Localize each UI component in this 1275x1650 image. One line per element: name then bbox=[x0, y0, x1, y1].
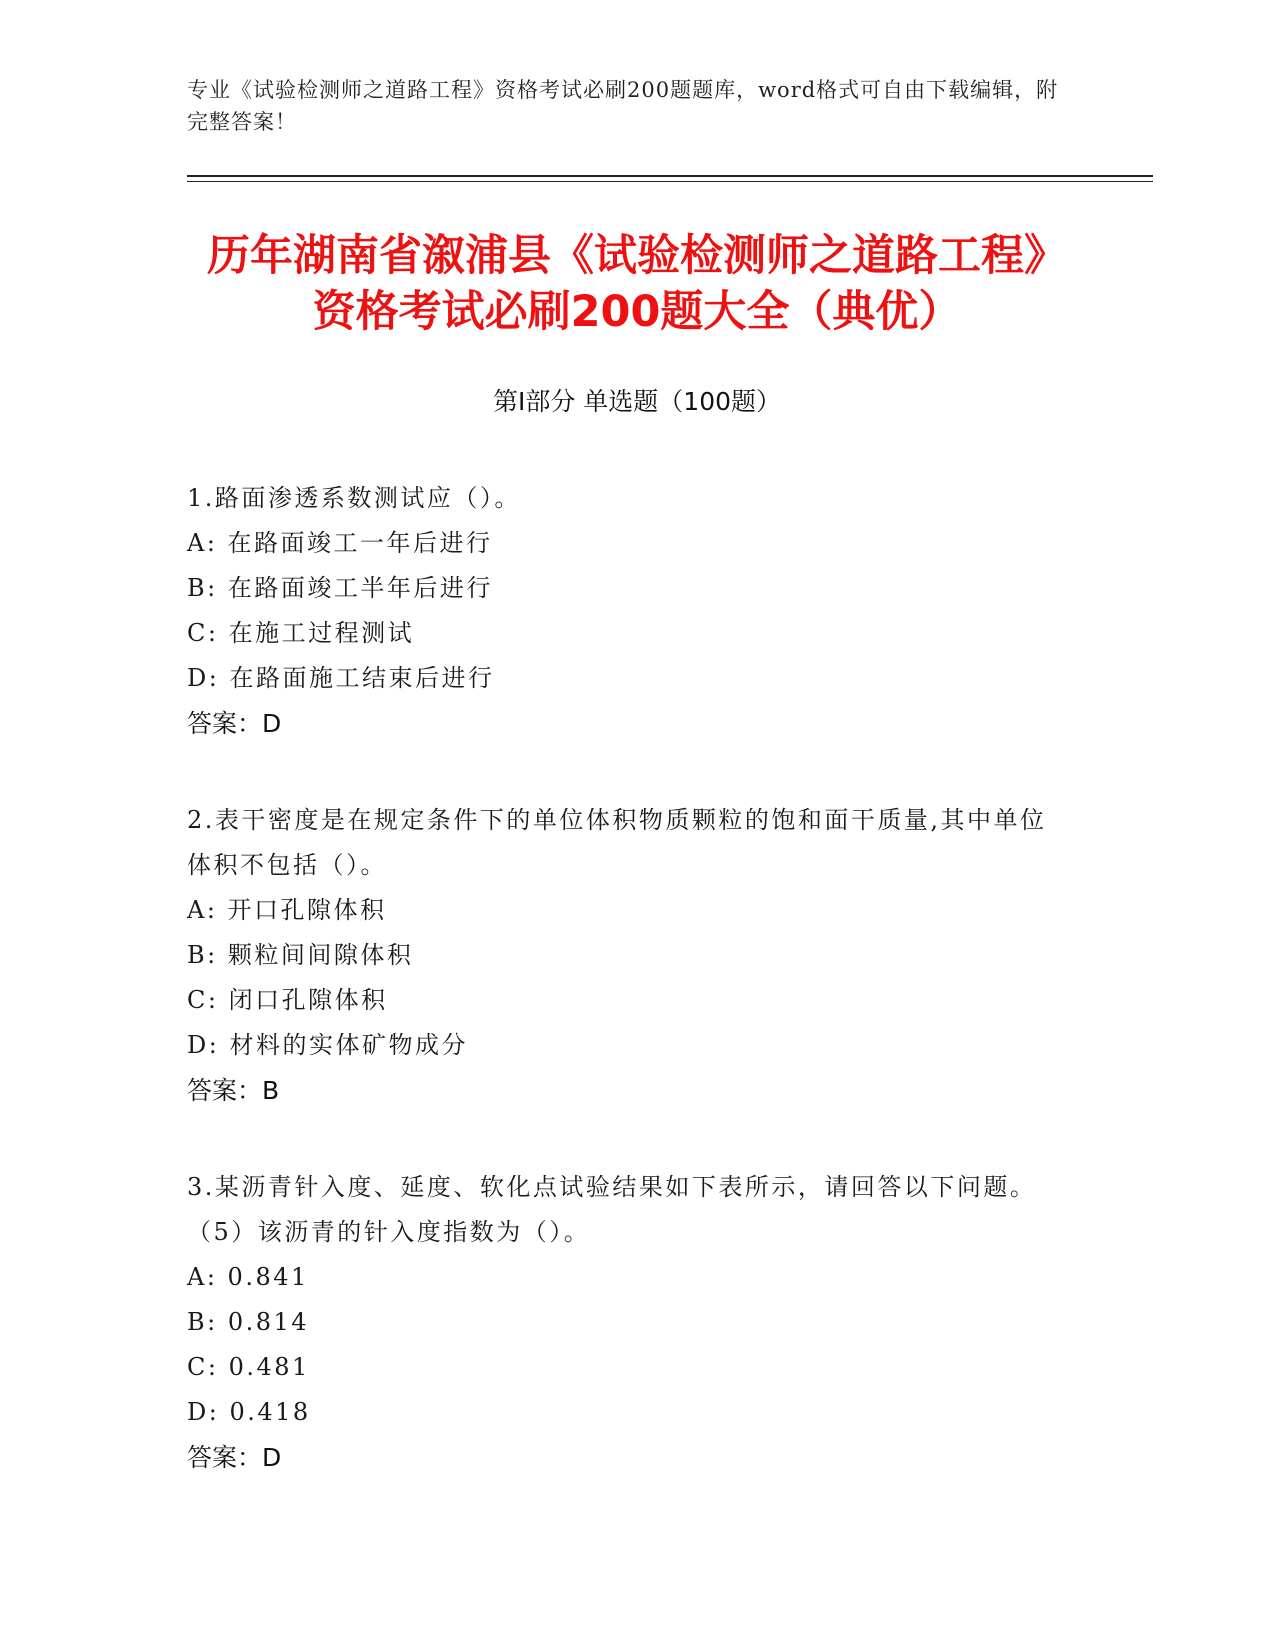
answer-line: 答案：D bbox=[187, 1443, 282, 1472]
question-list bbox=[187, 476, 1067, 1532]
answer-line: 答案：B bbox=[187, 1076, 280, 1105]
question-stem: 2.表干密度是在规定条件下的单位体积物质颗粒的饱和面干质量,其中单位体积不包括（）。 bbox=[187, 806, 1047, 879]
option-a: A: 在路面竣工一年后进行 bbox=[187, 529, 493, 557]
option-d: D: 0.418 bbox=[187, 1398, 311, 1426]
question-item bbox=[187, 1165, 1067, 1480]
question-stem: 3.某沥青针入度、延度、软化点试验结果如下表所示，请回答以下问题。（5）该沥青的针入度指数为（）。 bbox=[187, 1173, 1037, 1246]
option-d: D: 在路面施工结束后进行 bbox=[187, 664, 495, 692]
header-divider-thin bbox=[187, 181, 1153, 182]
option-a: A: 开口孔隙体积 bbox=[187, 896, 387, 924]
question-item bbox=[187, 476, 1067, 746]
header-note: 专业《试验检测师之道路工程》资格考试必刷200题题库，word格式可自由下载编辑，附完整答案！ bbox=[187, 78, 1059, 134]
option-b: B: 颗粒间间隙体积 bbox=[187, 941, 414, 969]
header-divider bbox=[187, 175, 1153, 177]
option-b: B: 0.814 bbox=[187, 1308, 310, 1336]
question-item bbox=[187, 798, 1067, 1113]
option-b: B: 在路面竣工半年后进行 bbox=[187, 574, 493, 602]
question-stem: 1.路面渗透系数测试应（）。 bbox=[187, 484, 521, 512]
option-a: A: 0.841 bbox=[187, 1263, 309, 1291]
option-c: C: 闭口孔隙体积 bbox=[187, 986, 388, 1014]
document-title: 历年湖南省溆浦县《试验检测师之道路工程》资格考试必刷200题大全（典优） bbox=[207, 231, 1067, 337]
option-d: D: 材料的实体矿物成分 bbox=[187, 1031, 468, 1059]
option-c: C: 0.481 bbox=[187, 1353, 310, 1381]
option-c: C: 在施工过程测试 bbox=[187, 619, 415, 647]
section-heading: 第I部分 单选题（100题） bbox=[492, 387, 782, 416]
answer-line: 答案：D bbox=[187, 709, 282, 738]
